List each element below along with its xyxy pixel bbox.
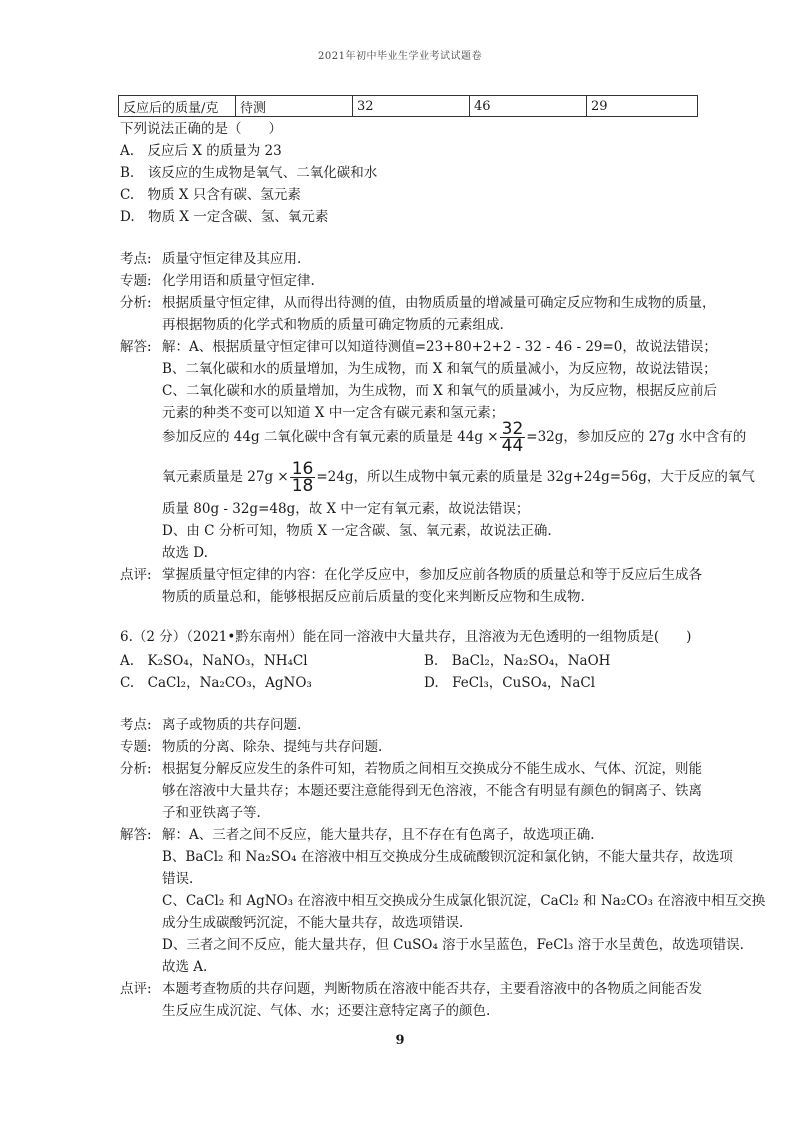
fraction-numerator: 32: [501, 419, 524, 439]
fenxi-line: 再根据物质的化学式和物质的质量可确定物质的元素组成.: [162, 317, 504, 333]
option-d: D. 物质 X 一定含碳、氢、氧元素: [120, 209, 329, 225]
fraction-denominator: 18: [291, 476, 314, 496]
fraction-numerator: 16: [291, 459, 314, 479]
fenxi-line: 子和亚铁离子等.: [162, 805, 261, 821]
jieda-c-line1: C、CaCl₂ 和 AgNO₃ 在溶液中相互交换成分生成氯化银沉淀，CaCl₂ 和 Na₂CO₃ 在溶液中相互交换: [162, 893, 766, 909]
question-prompt: 6.（2 分）（2021•黔东南州）能在同一溶液中大量共存，且溶液为无色透明的一组物质是( ): [120, 629, 692, 645]
jieda-c-line2: 元素的种类不变可以知道 X 中一定含有碳元素和氢元素；: [162, 405, 505, 421]
fraction-denominator: 44: [501, 436, 524, 456]
fenxi-label: 分析:: [120, 295, 152, 311]
fenxi-line: 够在溶液中大量共存；本题还要注意能得到无色溶液，不能含有明显有颜色的铜离子、铁离: [162, 783, 702, 799]
jieda-b-line1: B、BaCl₂ 和 Na₂SO₄ 在溶液中相互交换成分生成硫酸钡沉淀和氯化钠，不能大量共存，故选项: [162, 849, 733, 865]
calc-text: 参加反应的 44g 二氧化碳中含有氧元素的质量是 44g ×: [162, 429, 499, 445]
option-a: A. K₂SO₄，NaNO₃，NH₄Cl: [120, 653, 308, 669]
page-number: 9: [395, 1033, 405, 1048]
kaodian-label: 考点:: [120, 251, 152, 267]
calc-text: =24g，所以生成物中氧元素的质量是 32g+24g=56g，大于反应的氧气: [316, 469, 755, 485]
fraction: [290, 461, 316, 494]
option-c: C. 物质 X 只含有碳、氢元素: [120, 187, 301, 203]
answer-choice: 故选 A.: [162, 959, 208, 975]
calc-line-2: [162, 460, 755, 494]
kaodian-text: 离子或物质的共存问题.: [162, 717, 302, 733]
jieda-a: 解：A、三者之间不反应，能大量共存，且不存在有色离子，故选项正确.: [162, 827, 595, 843]
table-cell: 46: [470, 96, 587, 117]
jieda-d: D、三者之间不反应，能大量共存，但 CuSO₄ 溶于水呈蓝色，FeCl₃ 溶于水呈黄色，故选项错误.: [162, 937, 744, 953]
jieda-label: 解答:: [120, 339, 152, 355]
fenxi-line: 根据复分解反应发生的条件可知，若物质之间相互交换成分不能生成水、气体、沉淀，则能: [162, 761, 702, 777]
table-cell: 29: [587, 96, 698, 117]
table-row: [119, 96, 698, 117]
dianping-line: 物质的质量总和，能够根据反应前后质量的变化来判断反应物和生成物.: [162, 589, 585, 605]
zhuanti-label: 专题:: [120, 739, 152, 755]
calc-text: 氧元素质量是 27g ×: [162, 469, 289, 485]
zhuanti-text: 物质的分离、除杂、提纯与共存问题.: [162, 739, 383, 755]
option-d: D. FeCl₃，CuSO₄，NaCl: [424, 675, 596, 691]
jieda-label: 解答:: [120, 827, 152, 843]
fraction: [500, 421, 526, 454]
jieda-a: 解：A、根据质量守恒定律可以知道待测值=23+80+2+2 - 32 - 46 - 29=0，故说法错误；: [162, 339, 717, 355]
kaodian-text: 质量守恒定律及其应用.: [162, 251, 302, 267]
calc-text: =32g，参加反应的 27g 水中含有的: [526, 429, 747, 445]
zhuanti-label: 专题:: [120, 273, 152, 289]
dianping-label: 点评:: [120, 981, 152, 997]
answer-choice: 故选 D.: [162, 545, 208, 561]
jieda-b: B、二氧化碳和水的质量增加，为生成物，而 X 和氧气的质量减小，为反应物，故说法错误；: [162, 361, 717, 377]
option-a: A. 反应后 X 的质量为 23: [120, 143, 282, 159]
kaodian-label: 考点:: [120, 717, 152, 733]
question-prompt: 下列说法正确的是（ ）: [120, 121, 282, 137]
option-b: B. BaCl₂，Na₂SO₄，NaOH: [424, 653, 611, 669]
table-cell: 32: [353, 96, 470, 117]
option-c: C. CaCl₂，Na₂CO₃，AgNO₃: [120, 675, 312, 691]
fenxi-label: 分析:: [120, 761, 152, 777]
calc-line-3: 质量 80g - 32g=48g，故 X 中一定有氧元素，故说法错误；: [162, 501, 530, 517]
table-cell: 反应后的质量/克: [119, 96, 236, 117]
page-header: 2021年初中毕业生学业考试试题卷: [318, 51, 482, 62]
calc-line-1: [162, 420, 746, 454]
mass-table: [118, 95, 698, 117]
dianping-line: 生反应生成沉淀、气体、水；还要注意特定离子的颜色.: [162, 1003, 491, 1019]
jieda-d: D、由 C 分析可知，物质 X 一定含碳、氢、氧元素，故说法正确.: [162, 523, 552, 539]
jieda-b-line2: 错误.: [162, 871, 194, 887]
table-cell: 待测: [236, 96, 353, 117]
option-b: B. 该反应的生成物是氧气、二氧化碳和水: [120, 165, 378, 181]
fenxi-line: 根据质量守恒定律，从而得出待测的值，由物质质量的增减量可确定反应物和生成物的质量，: [162, 295, 716, 311]
dianping-line: 本题考查物质的共存问题，判断物质在溶液中能否共存，主要看溶液中的各物质之间能否发: [162, 981, 702, 997]
jieda-c-line1: C、二氧化碳和水的质量增加，为生成物，而 X 和氧气的质量减小，为反应物，根据反应前后: [162, 383, 718, 399]
dianping-label: 点评:: [120, 567, 152, 583]
dianping-line: 掌握质量守恒定律的内容：在化学反应中，参加反应前各物质的质量总和等于反应后生成各: [162, 567, 702, 583]
zhuanti-text: 化学用语和质量守恒定律.: [162, 273, 315, 289]
jieda-c-line2: 成分生成碳酸钙沉淀，不能大量共存，故选项错误.: [162, 915, 464, 931]
